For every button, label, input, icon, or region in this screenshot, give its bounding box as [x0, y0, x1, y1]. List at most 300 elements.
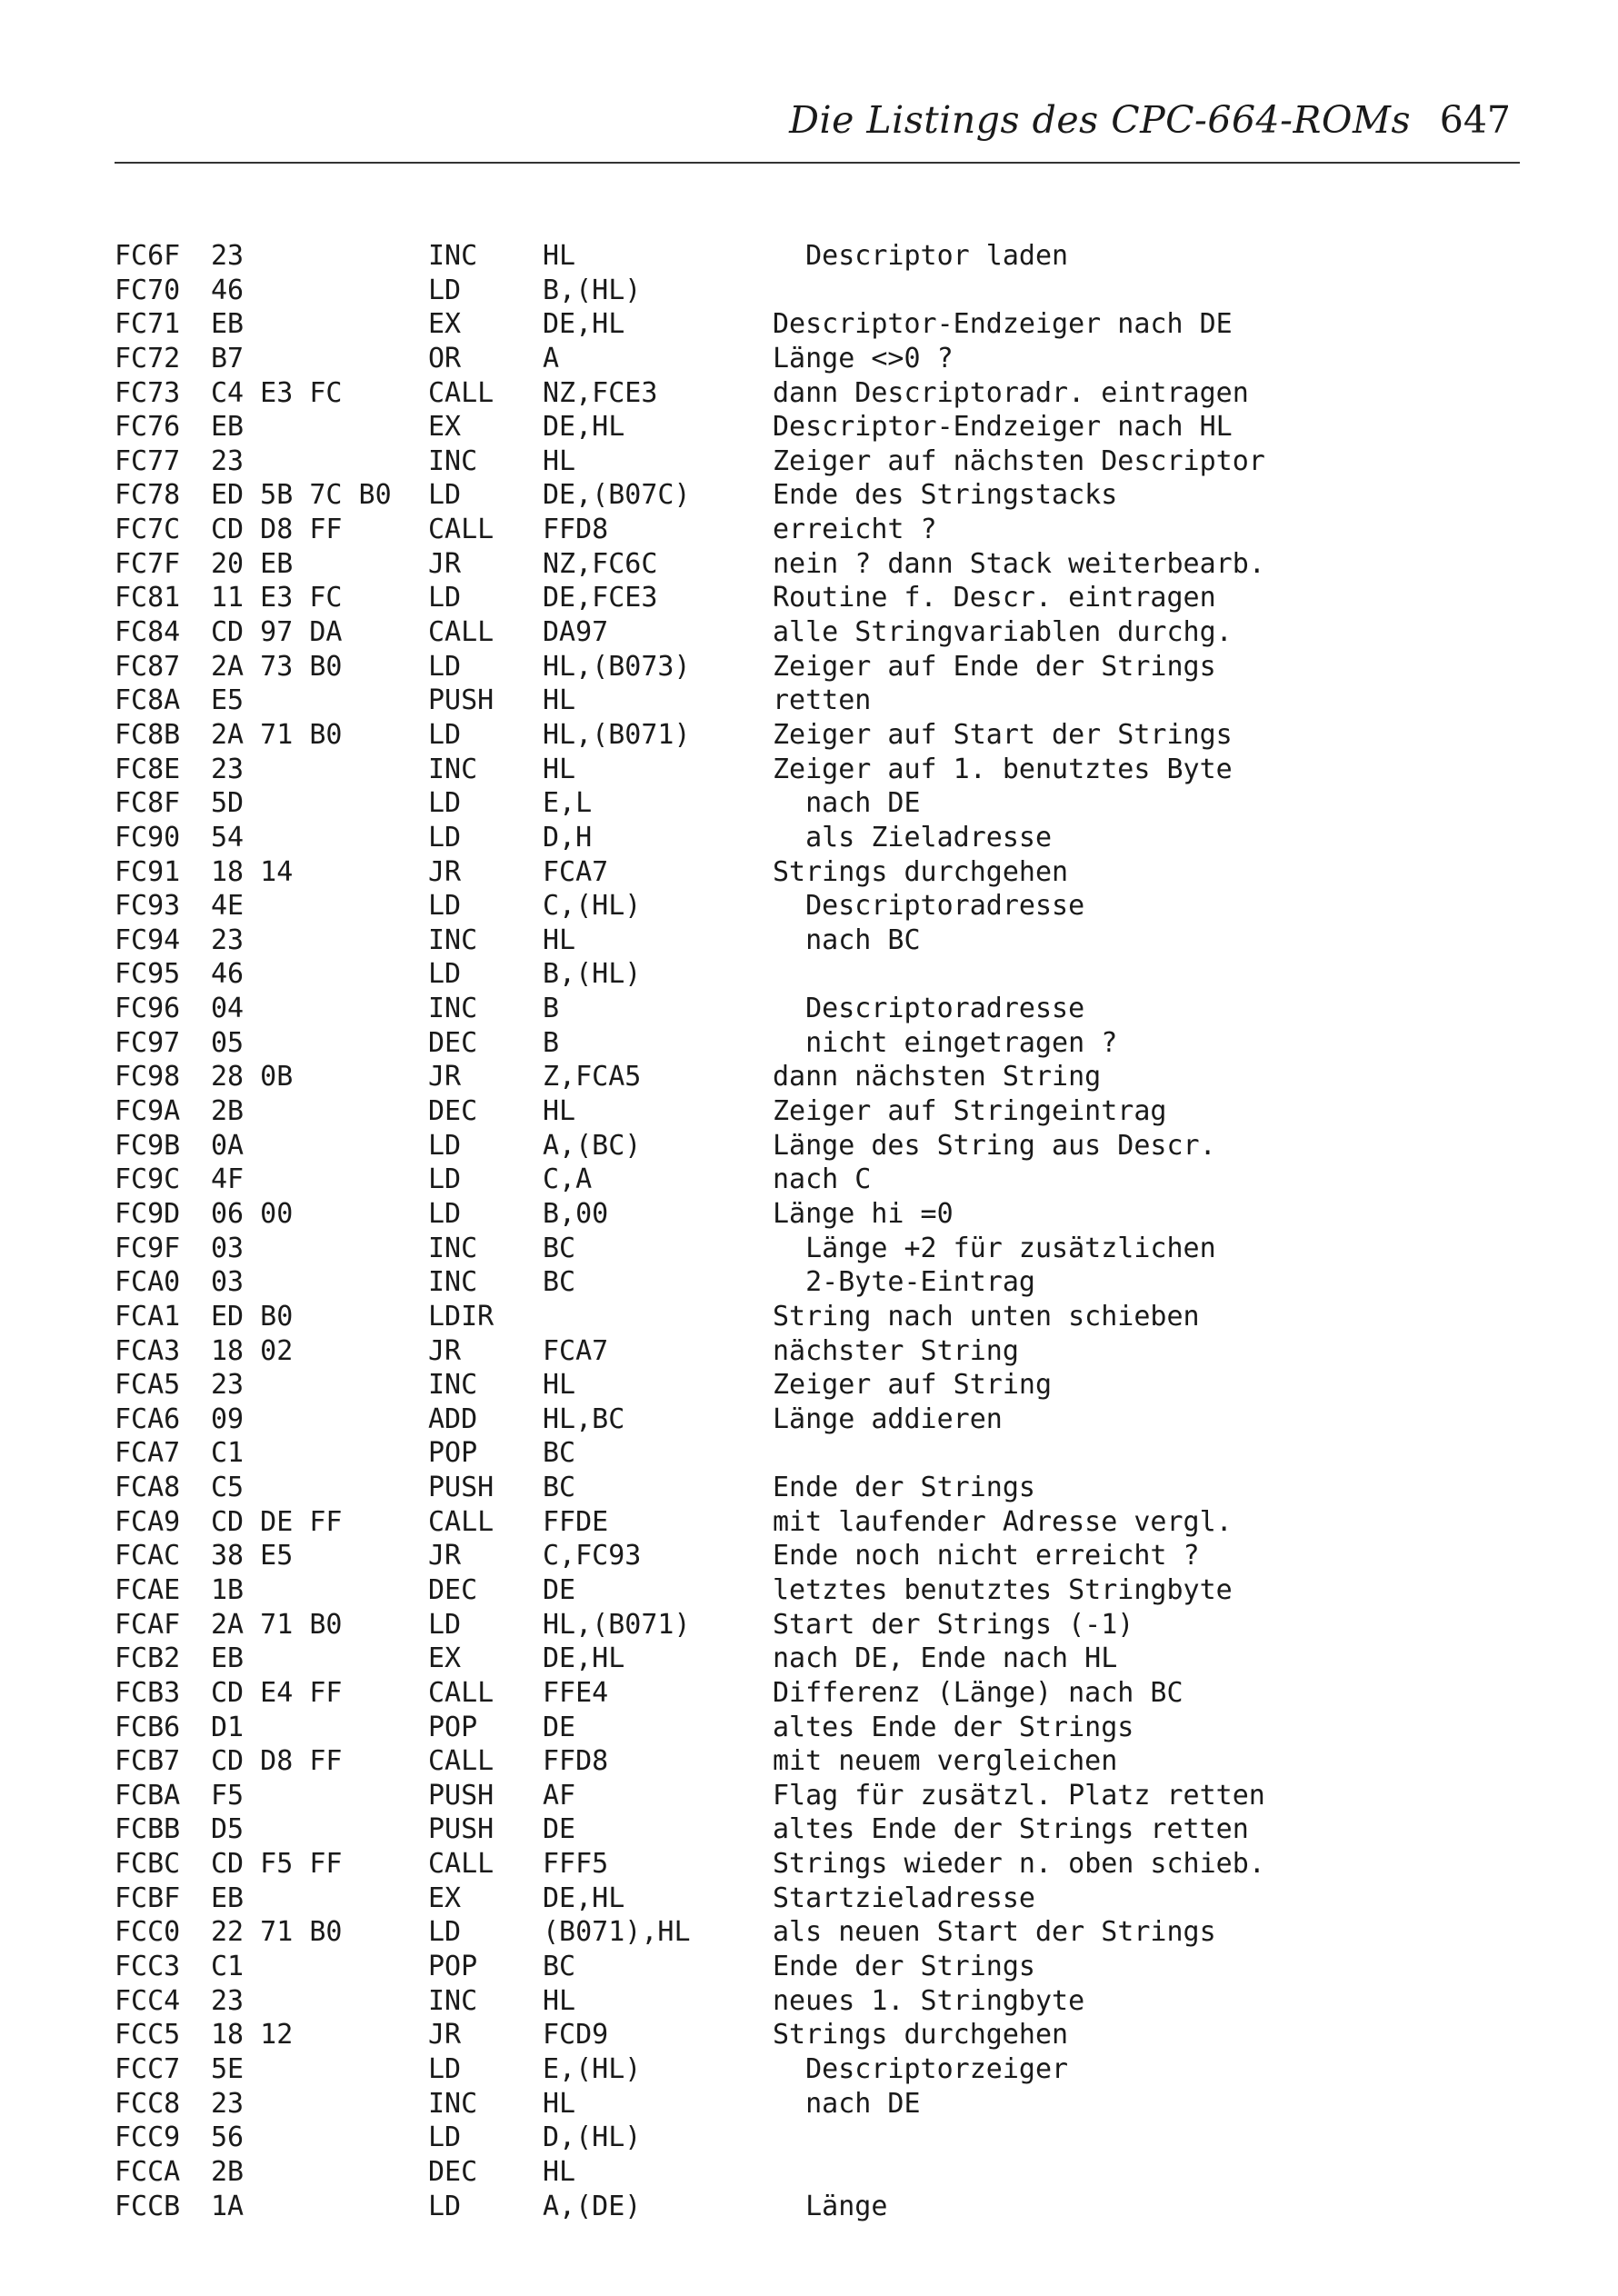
listing-row: [115, 957, 1533, 992]
opcode-bytes: 2B: [211, 1095, 245, 1128]
operands: B,(HL): [543, 274, 642, 306]
address: FC9B: [115, 1129, 181, 1162]
listing-row: [115, 718, 1533, 753]
address: FC78: [115, 479, 181, 512]
listing-row: [115, 1779, 1533, 1813]
address: FC84: [115, 616, 181, 649]
page-number: 647: [1439, 98, 1511, 142]
operands: B: [543, 1026, 560, 1059]
listing-row: [115, 1334, 1533, 1369]
address: FCA6: [115, 1403, 181, 1435]
address: FCB6: [115, 1711, 181, 1743]
mnemonic: LD: [428, 1608, 462, 1641]
operands: HL: [543, 684, 576, 717]
mnemonic: LD: [428, 2121, 462, 2154]
comment: erreicht ?: [773, 514, 937, 546]
address: FC9D: [115, 1197, 181, 1230]
listing-row: [115, 1060, 1533, 1094]
comment: nach BC: [773, 923, 921, 956]
opcode-bytes: 1A: [211, 2190, 245, 2222]
listing-row: [115, 1812, 1533, 1847]
opcode-bytes: 23: [211, 1984, 245, 2017]
operands: HL: [543, 2087, 576, 2120]
opcode-bytes: 11 E3 FC: [211, 582, 343, 614]
opcode-bytes: 2A 71 B0: [211, 1608, 343, 1641]
opcode-bytes: 06 00: [211, 1197, 294, 1230]
opcode-bytes: EB: [211, 1882, 245, 1914]
address: FC94: [115, 923, 181, 956]
address: FC98: [115, 1061, 181, 1093]
operands: DA97: [543, 616, 609, 649]
opcode-bytes: C5: [211, 1472, 245, 1504]
address: FC7C: [115, 514, 181, 546]
mnemonic: INC: [428, 1232, 478, 1264]
address: FC76: [115, 411, 181, 444]
comment: als Zieladresse: [773, 821, 1053, 854]
address: FC95: [115, 958, 181, 991]
opcode-bytes: 46: [211, 274, 245, 306]
page-header: [0, 98, 1511, 153]
listing-row: [115, 1676, 1533, 1711]
listing-row: [115, 615, 1533, 650]
listing-row: [115, 1573, 1533, 1608]
comment: nach DE, Ende nach HL: [773, 1642, 1118, 1675]
listing-row: [115, 753, 1533, 787]
comment: Länge addieren: [773, 1403, 1003, 1435]
mnemonic: INC: [428, 993, 478, 1025]
listing-row: [115, 376, 1533, 411]
mnemonic: PUSH: [428, 1779, 494, 1812]
mnemonic: LD: [428, 890, 462, 923]
mnemonic: EX: [428, 1642, 462, 1675]
address: FC6F: [115, 240, 181, 272]
operands: FFF5: [543, 1848, 609, 1881]
comment: Länge +2 für zusätzlichen: [773, 1232, 1216, 1264]
operands: DE,FCE3: [543, 582, 658, 614]
comment: Strings wieder n. oben schieb.: [773, 1848, 1265, 1881]
operands: DE,(B07C): [543, 479, 691, 512]
mnemonic: CALL: [428, 1745, 494, 1778]
operands: BC: [543, 1266, 576, 1299]
comment: letztes benutztes Stringbyte: [773, 1573, 1233, 1606]
mnemonic: INC: [428, 1984, 478, 2017]
listing-row: [115, 1436, 1533, 1471]
listing-row: [115, 1094, 1533, 1129]
operands: DE,HL: [543, 1882, 625, 1914]
opcode-bytes: CD DE FF: [211, 1505, 343, 1538]
operands: (B071),HL: [543, 1916, 691, 1949]
operands: A: [543, 342, 560, 374]
mnemonic: LD: [428, 2190, 462, 2222]
address: FC9F: [115, 1232, 181, 1264]
listing-row: [115, 1232, 1533, 1266]
address: FCB7: [115, 1745, 181, 1778]
comment: altes Ende der Strings retten: [773, 1813, 1249, 1846]
comment: Zeiger auf String: [773, 1369, 1053, 1402]
address: FC7F: [115, 547, 181, 580]
comment: mit neuem vergleichen: [773, 1745, 1118, 1778]
listing-row: [115, 2155, 1533, 2190]
address: FC96: [115, 993, 181, 1025]
listing-row: [115, 513, 1533, 547]
operands: HL: [543, 240, 576, 272]
operands: HL,(B071): [543, 1608, 691, 1641]
mnemonic: JR: [428, 1334, 462, 1367]
opcode-bytes: C1: [211, 1437, 245, 1470]
comment: Ende der Strings: [773, 1951, 1035, 1983]
operands: HL: [543, 923, 576, 956]
address: FC90: [115, 821, 181, 854]
listing-row: [115, 2190, 1533, 2224]
comment: Descriptor-Endzeiger nach HL: [773, 411, 1233, 444]
opcode-bytes: EB: [211, 308, 245, 341]
operands: DE,HL: [543, 411, 625, 444]
opcode-bytes: 05: [211, 1026, 245, 1059]
mnemonic: LD: [428, 650, 462, 683]
mnemonic: LD: [428, 718, 462, 751]
mnemonic: DEC: [428, 1573, 478, 1606]
mnemonic: CALL: [428, 1676, 494, 1709]
comment: 2-Byte-Eintrag: [773, 1266, 1035, 1299]
listing-row: [115, 1505, 1533, 1540]
mnemonic: PUSH: [428, 1472, 494, 1504]
opcode-bytes: 23: [211, 923, 245, 956]
listing-row: [115, 444, 1533, 479]
comment: Länge <>0 ?: [773, 342, 954, 374]
operands: DE,HL: [543, 1642, 625, 1675]
running-title: Die Listings des CPC-664-ROMs: [789, 98, 1411, 142]
listing-row: [115, 1915, 1533, 1950]
mnemonic: INC: [428, 753, 478, 785]
listing-row: [115, 1950, 1533, 1984]
address: FCAF: [115, 1608, 181, 1641]
mnemonic: DEC: [428, 2155, 478, 2188]
mnemonic: ADD: [428, 1403, 478, 1435]
comment: Zeiger auf 1. benutztes Byte: [773, 753, 1233, 785]
comment: Descriptor laden: [773, 240, 1069, 272]
operands: HL,BC: [543, 1403, 625, 1435]
opcode-bytes: 03: [211, 1232, 245, 1264]
listing-row: [115, 1984, 1533, 2019]
address: FCBB: [115, 1813, 181, 1846]
comment: Start der Strings (-1): [773, 1608, 1134, 1641]
operands: C,FC93: [543, 1540, 642, 1572]
address: FCA0: [115, 1266, 181, 1299]
comment: Ende der Strings: [773, 1472, 1035, 1504]
comment: Zeiger auf nächsten Descriptor: [773, 444, 1265, 477]
address: FC87: [115, 650, 181, 683]
comment: Strings durchgehen: [773, 855, 1069, 888]
opcode-bytes: 56: [211, 2121, 245, 2154]
listing-row: [115, 1608, 1533, 1642]
operands: A,(BC): [543, 1129, 642, 1162]
operands: D,(HL): [543, 2121, 642, 2154]
listing-row: [115, 410, 1533, 444]
mnemonic: LD: [428, 1197, 462, 1230]
address: FCB3: [115, 1676, 181, 1709]
opcode-bytes: 04: [211, 993, 245, 1025]
listing-row: [115, 684, 1533, 718]
mnemonic: LD: [428, 1916, 462, 1949]
operands: FCA7: [543, 1334, 609, 1367]
address: FC8F: [115, 787, 181, 820]
comment: Länge: [773, 2190, 888, 2222]
listing-row: [115, 1744, 1533, 1779]
address: FCA7: [115, 1437, 181, 1470]
listing-row: [115, 1403, 1533, 1437]
opcode-bytes: 28 0B: [211, 1061, 294, 1093]
opcode-bytes: D1: [211, 1711, 245, 1743]
operands: HL: [543, 1369, 576, 1402]
comment: Descriptor-Endzeiger nach DE: [773, 308, 1233, 341]
mnemonic: OR: [428, 342, 462, 374]
operands: HL: [543, 1984, 576, 2017]
address: FCA9: [115, 1505, 181, 1538]
opcode-bytes: D5: [211, 1813, 245, 1846]
mnemonic: CALL: [428, 514, 494, 546]
listing-row: [115, 1129, 1533, 1163]
assembly-listing: [115, 239, 1533, 2223]
opcode-bytes: 4F: [211, 1163, 245, 1196]
opcode-bytes: CD E4 FF: [211, 1676, 343, 1709]
mnemonic: INC: [428, 1266, 478, 1299]
comment: Routine f. Descr. eintragen: [773, 582, 1216, 614]
comment: nach C: [773, 1163, 872, 1196]
mnemonic: DEC: [428, 1026, 478, 1059]
address: FC70: [115, 274, 181, 306]
listing-row: [115, 1265, 1533, 1300]
address: FCC4: [115, 1984, 181, 2017]
operands: BC: [543, 1472, 576, 1504]
comment: Differenz (Länge) nach BC: [773, 1676, 1184, 1709]
mnemonic: JR: [428, 547, 462, 580]
opcode-bytes: 5D: [211, 787, 245, 820]
operands: BC: [543, 1951, 576, 1983]
mnemonic: PUSH: [428, 1813, 494, 1846]
opcode-bytes: 0A: [211, 1129, 245, 1162]
listing-row: [115, 1882, 1533, 1916]
address: FC81: [115, 582, 181, 614]
listing-row: [115, 1197, 1533, 1232]
opcode-bytes: 5E: [211, 2052, 245, 2085]
opcode-bytes: CD F5 FF: [211, 1848, 343, 1881]
listing-row: [115, 547, 1533, 582]
operands: B,(HL): [543, 958, 642, 991]
operands: FFE4: [543, 1676, 609, 1709]
address: FCC5: [115, 2019, 181, 2051]
operands: AF: [543, 1779, 576, 1812]
opcode-bytes: 54: [211, 821, 245, 854]
address: FCA8: [115, 1472, 181, 1504]
operands: HL: [543, 753, 576, 785]
address: FC8E: [115, 753, 181, 785]
mnemonic: CALL: [428, 1505, 494, 1538]
opcode-bytes: 03: [211, 1266, 245, 1299]
mnemonic: JR: [428, 1061, 462, 1093]
opcode-bytes: 18 14: [211, 855, 294, 888]
listing-row: [115, 478, 1533, 513]
listing-row: [115, 1026, 1533, 1061]
mnemonic: CALL: [428, 1848, 494, 1881]
mnemonic: LD: [428, 821, 462, 854]
comment: neues 1. Stringbyte: [773, 1984, 1085, 2017]
listing-row: [115, 1847, 1533, 1882]
operands: D,H: [543, 821, 593, 854]
opcode-bytes: 09: [211, 1403, 245, 1435]
address: FCC7: [115, 2052, 181, 2085]
listing-row: [115, 581, 1533, 615]
mnemonic: DEC: [428, 1095, 478, 1128]
comment: Länge hi =0: [773, 1197, 954, 1230]
operands: C,(HL): [543, 890, 642, 923]
operands: BC: [543, 1232, 576, 1264]
mnemonic: LD: [428, 582, 462, 614]
listing-row: [115, 650, 1533, 684]
mnemonic: LD: [428, 479, 462, 512]
address: FCBF: [115, 1882, 181, 1914]
opcode-bytes: 23: [211, 2087, 245, 2120]
listing-row: [115, 239, 1533, 274]
address: FC97: [115, 1026, 181, 1059]
address: FC9C: [115, 1163, 181, 1196]
operands: DE,HL: [543, 308, 625, 341]
opcode-bytes: 1B: [211, 1573, 245, 1606]
address: FCAC: [115, 1540, 181, 1572]
address: FC71: [115, 308, 181, 341]
comment: nach DE: [773, 2087, 921, 2120]
address: FC73: [115, 376, 181, 409]
mnemonic: POP: [428, 1951, 478, 1983]
operands: BC: [543, 1437, 576, 1470]
opcode-bytes: EB: [211, 1642, 245, 1675]
comment: nächster String: [773, 1334, 1019, 1367]
opcode-bytes: 2A 73 B0: [211, 650, 343, 683]
listing-row: [115, 2087, 1533, 2121]
opcode-bytes: 23: [211, 1369, 245, 1402]
mnemonic: PUSH: [428, 684, 494, 717]
listing-row: [115, 786, 1533, 821]
mnemonic: LD: [428, 1129, 462, 1162]
operands: FCD9: [543, 2019, 609, 2051]
opcode-bytes: CD 97 DA: [211, 616, 343, 649]
operands: HL,(B073): [543, 650, 691, 683]
address: FCA5: [115, 1369, 181, 1402]
mnemonic: JR: [428, 2019, 462, 2051]
listing-row: [115, 1163, 1533, 1197]
operands: NZ,FCE3: [543, 376, 658, 409]
comment: Flag für zusätzl. Platz retten: [773, 1779, 1265, 1812]
opcode-bytes: CD D8 FF: [211, 514, 343, 546]
opcode-bytes: 46: [211, 958, 245, 991]
comment: retten: [773, 684, 872, 717]
address: FCC9: [115, 2121, 181, 2154]
operands: HL: [543, 2155, 576, 2188]
opcode-bytes: ED B0: [211, 1300, 294, 1333]
operands: E,L: [543, 787, 593, 820]
address: FC72: [115, 342, 181, 374]
mnemonic: EX: [428, 1882, 462, 1914]
listing-row: [115, 992, 1533, 1026]
opcode-bytes: ED 5B 7C B0: [211, 479, 392, 512]
address: FC77: [115, 444, 181, 477]
comment: Ende des Stringstacks: [773, 479, 1118, 512]
opcode-bytes: 18 02: [211, 1334, 294, 1367]
listing-row: [115, 1368, 1533, 1403]
mnemonic: JR: [428, 855, 462, 888]
mnemonic: EX: [428, 411, 462, 444]
opcode-bytes: CD D8 FF: [211, 1745, 343, 1778]
opcode-bytes: 23: [211, 240, 245, 272]
operands: DE: [543, 1813, 576, 1846]
address: FC91: [115, 855, 181, 888]
mnemonic: LD: [428, 274, 462, 306]
address: FCBA: [115, 1779, 181, 1812]
opcode-bytes: 23: [211, 444, 245, 477]
operands: B: [543, 993, 560, 1025]
listing-row: [115, 1471, 1533, 1505]
listing-row: [115, 2052, 1533, 2087]
opcode-bytes: 38 E5: [211, 1540, 294, 1572]
listing-row: [115, 274, 1533, 308]
listing-row: [115, 2018, 1533, 2052]
comment: Länge des String aus Descr.: [773, 1129, 1216, 1162]
operands: NZ,FC6C: [543, 547, 658, 580]
mnemonic: LD: [428, 787, 462, 820]
comment: nach DE: [773, 787, 921, 820]
operands: FFD8: [543, 514, 609, 546]
opcode-bytes: F5: [211, 1779, 245, 1812]
comment: als neuen Start der Strings: [773, 1916, 1216, 1949]
listing-row: [115, 1539, 1533, 1573]
comment: alle Stringvariablen durchg.: [773, 616, 1233, 649]
header-rule: [115, 162, 1520, 164]
address: FCBC: [115, 1848, 181, 1881]
mnemonic: POP: [428, 1437, 478, 1470]
address: FCC3: [115, 1951, 181, 1983]
opcode-bytes: 2A 71 B0: [211, 718, 343, 751]
operands: C,A: [543, 1163, 593, 1196]
listing-row: [115, 821, 1533, 855]
address: FC8B: [115, 718, 181, 751]
mnemonic: LD: [428, 2052, 462, 2085]
opcode-bytes: 4E: [211, 890, 245, 923]
address: FCCA: [115, 2155, 181, 2188]
listing-row: [115, 307, 1533, 342]
comment: String nach unten schieben: [773, 1300, 1200, 1333]
opcode-bytes: E5: [211, 684, 245, 717]
operands: HL: [543, 1095, 576, 1128]
opcode-bytes: B7: [211, 342, 245, 374]
listing-row: [115, 923, 1533, 958]
mnemonic: LD: [428, 958, 462, 991]
listing-row: [115, 1642, 1533, 1676]
operands: HL: [543, 444, 576, 477]
address: FCCB: [115, 2190, 181, 2222]
mnemonic: JR: [428, 1540, 462, 1572]
operands: B,00: [543, 1197, 609, 1230]
operands: DE: [543, 1573, 576, 1606]
listing-row: [115, 855, 1533, 890]
address: FCB2: [115, 1642, 181, 1675]
comment: dann nächsten String: [773, 1061, 1102, 1093]
address: FCC8: [115, 2087, 181, 2120]
opcode-bytes: 18 12: [211, 2019, 294, 2051]
address: FC93: [115, 890, 181, 923]
address: FCAE: [115, 1573, 181, 1606]
listing-row: [115, 1711, 1533, 1745]
operands: DE: [543, 1711, 576, 1743]
comment: mit laufender Adresse vergl.: [773, 1505, 1233, 1538]
